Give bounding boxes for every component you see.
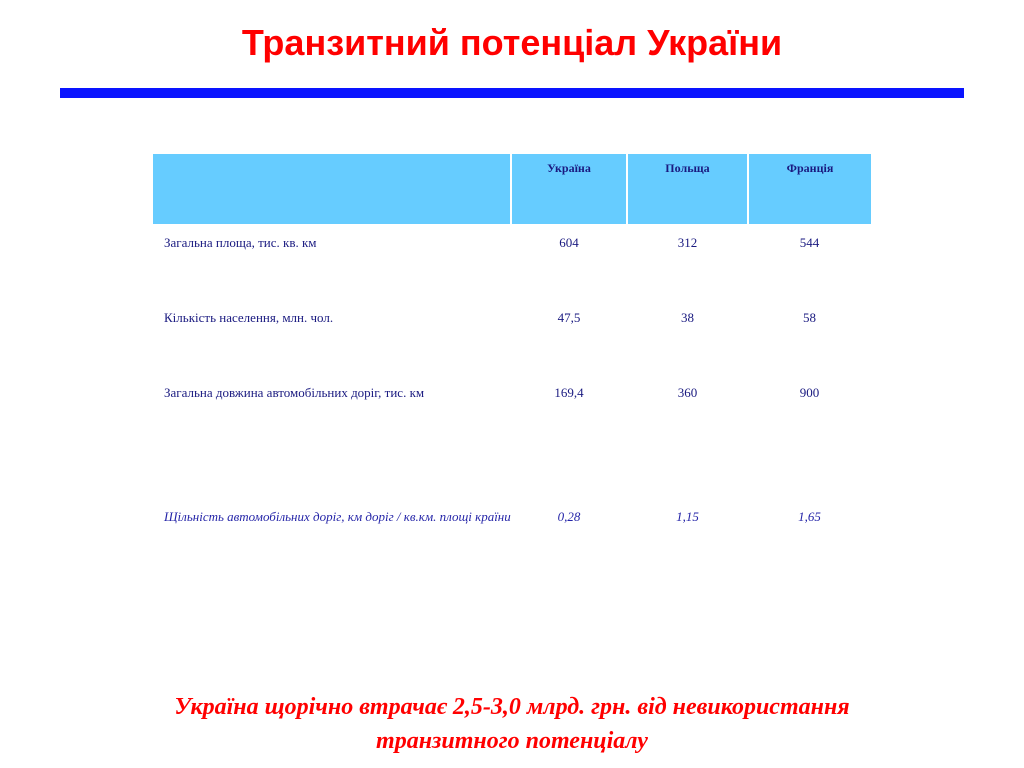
header-france: Франція (748, 154, 871, 224)
table-row (153, 299, 871, 374)
cell-poland: 312 (677, 235, 698, 250)
cell-poland: 38 (681, 310, 694, 325)
row-label: Загальна довжина автомобільних доріг, тис. км (164, 385, 425, 400)
comparison-table-container (153, 154, 871, 568)
cell-france: 1,65 (798, 509, 821, 524)
cell-ukraine: 0,28 (557, 509, 581, 524)
cell-ukraine: 604 (559, 235, 579, 250)
header-empty-cell (153, 154, 511, 224)
table-header-row (153, 154, 871, 224)
row-label: Щільність автомобільних доріг, км доріг / кв.км. площі країни (164, 509, 511, 524)
cell-poland: 1,15 (676, 509, 699, 524)
comparison-table (153, 154, 871, 568)
cell-france: 544 (799, 235, 820, 250)
table-row (153, 224, 871, 299)
page-title: Транзитний потенціал України (241, 22, 783, 63)
title-divider (60, 88, 964, 98)
table-row (153, 374, 871, 498)
cell-france: 900 (799, 385, 820, 400)
cell-france: 58 (803, 310, 816, 325)
header-ukraine: Україна (511, 154, 627, 224)
row-label: Кількість населення, млн. чол. (164, 310, 334, 325)
footer-line-1: Україна щорічно втрачає 2,5-3,0 млрд. грн. від невикористання (174, 694, 850, 720)
footer-line-2: транзитного потенціалу (376, 728, 648, 754)
row-label: Загальна площа, тис. кв. км (164, 235, 317, 250)
cell-ukraine: 169,4 (554, 385, 584, 400)
cell-poland: 360 (677, 385, 698, 400)
table-row (153, 498, 871, 568)
footer-statement (0, 690, 1024, 758)
header-poland: Польща (627, 154, 748, 224)
cell-ukraine: 47,5 (557, 310, 581, 325)
